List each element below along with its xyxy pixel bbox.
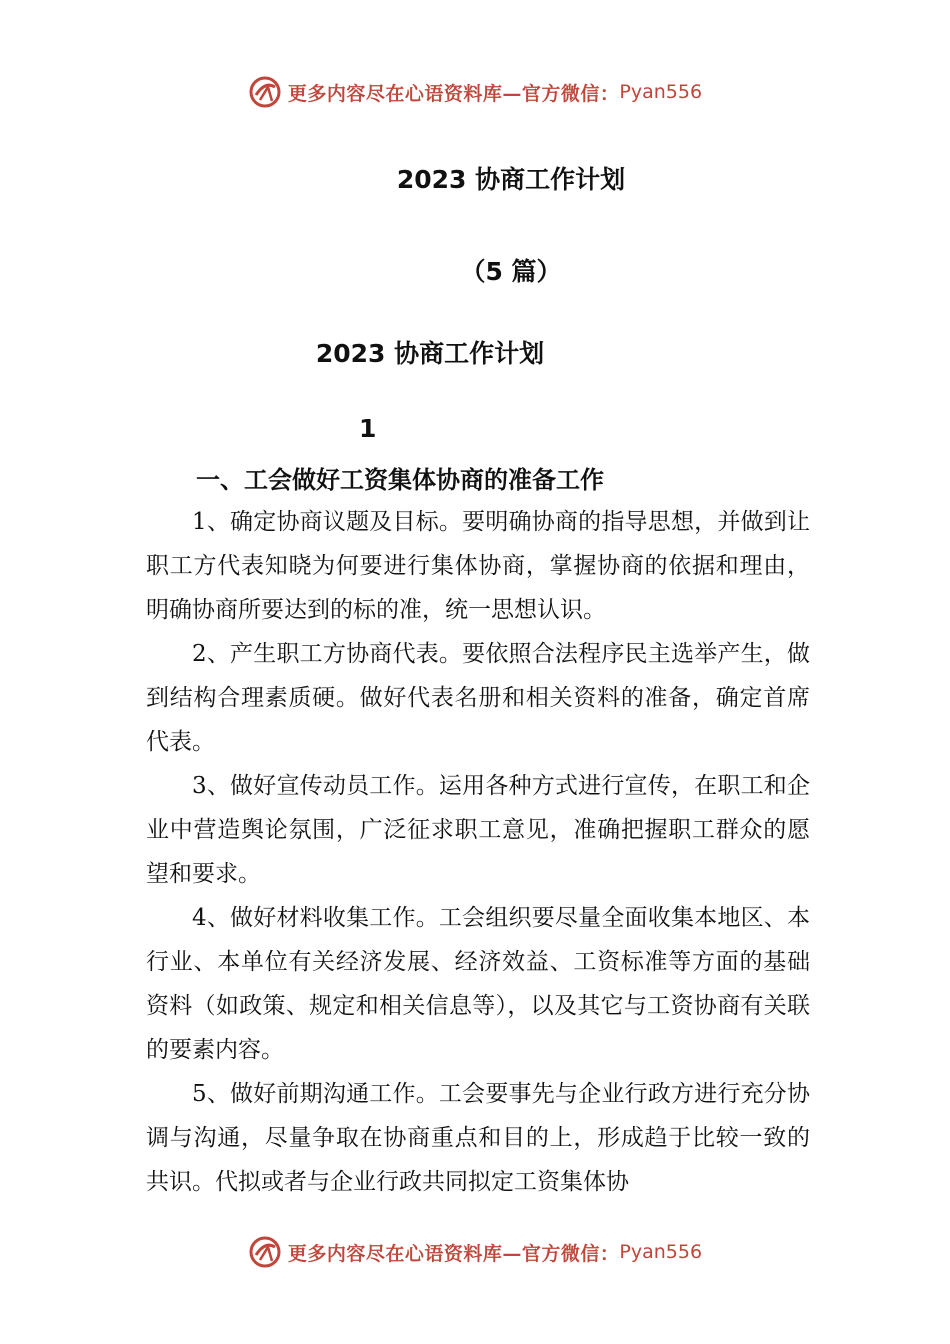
header-watermark [0, 72, 950, 112]
paragraph: 3、做好宣传动员工作。运用各种方式进行宣传，在职工和企业中营造舆论氛围，广泛征求职工意见，准确把握职工群众的愿望和要求。 [146, 773, 810, 887]
watermark-wechat-id: Pyan556 [619, 1241, 703, 1263]
section-number: 1 [359, 414, 377, 443]
paragraph: 4、做好材料收集工作。工会组织要尽量全面收集本地区、本行业、本单位有关经济发展、经济效益、工资标准等方面的基础资料（如政策、规定和相关信息等），以及其它与工资协商有关联的要素内容。 [146, 905, 810, 1063]
document-subtitle: 2023 协商工作计划 [315, 339, 545, 368]
paragraph: 2、产生职工方协商代表。要依照合法程序民主选举产生，做到结构合理素质硬。做好代表名册和相关资料的准备，确定首席代表。 [146, 641, 810, 755]
paragraph: 5、做好前期沟通工作。工会要事先与企业行政方进行充分协调与沟通，尽量争取在协商重点和目的上，形成趋于比较一致的共识。代拟或者与企业行政共同拟定工资集体协 [146, 1081, 810, 1195]
watermark-text: 更多内容尽在心语资料库—官方微信： [287, 82, 620, 105]
brand-seal-icon [248, 1235, 282, 1269]
document-count: （5 篇） [460, 257, 562, 286]
watermark-text: 更多内容尽在心语资料库—官方微信： [287, 1242, 620, 1265]
paragraph: 1、确定协商议题及目标。要明确协商的指导思想，并做到让职工方代表知晓为何要进行集体协商，掌握协商的依据和理由，明确协商所要达到的标的准，统一思想认识。 [146, 509, 810, 623]
body-text [146, 500, 810, 1204]
watermark-wechat-id: Pyan556 [619, 81, 703, 103]
brand-seal-icon [248, 75, 282, 109]
document-title: 2023 协商工作计划 [396, 165, 626, 194]
footer-watermark [0, 1232, 950, 1272]
section-heading: 一、工会做好工资集体协商的准备工作 [196, 466, 604, 494]
